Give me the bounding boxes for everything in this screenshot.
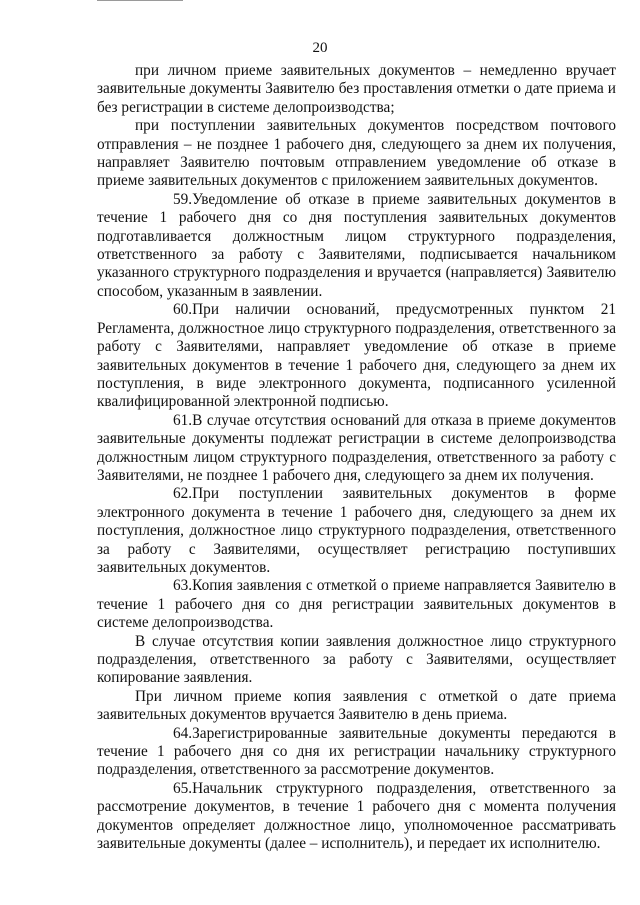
paragraph xyxy=(97,117,616,191)
paragraph-number: 65. xyxy=(173,779,193,797)
paragraph xyxy=(97,191,616,301)
paragraph xyxy=(97,633,616,688)
paragraph-number: 63. xyxy=(173,577,193,595)
paragraph xyxy=(97,725,616,780)
paragraph-text: В случае отсутствия копии заявления должностное лицо структурного подразделения, ответственного за работу с Заявителями, осуществляет копирование заявления. xyxy=(97,632,616,687)
paragraph xyxy=(97,62,616,117)
paragraph-number: 59. xyxy=(173,190,193,208)
paragraph-text: Начальник структурного подразделения, ответственного за рассмотрение документов, в течение 1 рабочего дня с момента получения документов определяет должностное лицо, уполномоченное рассматривать заявительные документы (далее – исполнитель), и передает их исполнителю. xyxy=(97,779,616,853)
paragraph-number: 62. xyxy=(173,485,193,503)
paragraph-text: при поступлении заявительных документов посредством почтового отправления – не позднее 1 рабочего дня, следующего за днем их получения, направляет Заявителю почтовым отправлением уведомление об отказе в приеме заявительных документов с приложением заявительных документов. xyxy=(97,117,616,190)
document-body xyxy=(97,62,616,853)
paragraph xyxy=(97,301,616,411)
paragraph-text: При наличии оснований, предусмотренных пунктом 21 Регламента, должностное лицо структурного подразделения, ответственного за работу с Заявителями, направляет уведомление об отказе в приеме заявительных документов в течение 1 рабочего дня, следующего за днем их поступления, в виде электронного документа, подписанного усиленной квалифицированной электронной подписью. xyxy=(97,301,616,411)
paragraph-text: При личном приеме копия заявления с отметкой о дате приема заявительных документов вручается Заявителю в день приема. xyxy=(97,687,616,724)
paragraph-text: В случае отсутствия оснований для отказа в приеме документов заявительные документы подлежат регистрации в системе делопроизводства должностным лицом структурного подразделения, ответственного за работу с Заявителями, не позднее 1 рабочего дня, следующего за днем их получения. xyxy=(97,411,616,484)
top-edge-mark xyxy=(97,0,183,1)
paragraph xyxy=(97,688,616,725)
paragraph-text: Зарегистрированные заявительные документы передаются в течение 1 рабочего дня со дня их регистрации начальнику структурного подразделения, ответственного за рассмотрение документов. xyxy=(97,724,616,779)
paragraph-text: Уведомление об отказе в приеме заявительных документов в течение 1 рабочего дня со дня поступления заявительных документов подготавливается должностным лицом структурного подразделения, ответственного за работу с Заявителями, подписывается начальником указанного структурного подразделения и вручается (направляется) Заявителю способом, указанным в заявлении. xyxy=(97,190,616,300)
page-number: 20 xyxy=(312,40,328,56)
paragraph-text: При поступлении заявительных документов в форме электронного документа в течение 1 рабочего дня, следующего за днем их поступления, должностное лицо структурного подразделения, ответственного за работу с Заявителями, осуществляет регистрацию поступивших заявительных документов. xyxy=(97,485,616,576)
paragraph xyxy=(97,412,616,486)
paragraph-number: 60. xyxy=(173,301,193,319)
paragraph xyxy=(97,780,616,854)
paragraph xyxy=(97,485,616,577)
paragraph-text: Копия заявления с отметкой о приеме направляется Заявителю в течение 1 рабочего дня со дня регистрации заявительных документов в системе делопроизводства. xyxy=(97,577,616,632)
paragraph xyxy=(97,577,616,632)
paragraph-text: при личном приеме заявительных документов – немедленно вручает заявительные документы Заявителю без проставления отметки о дате приема и без регистрации в системе делопроизводства; xyxy=(97,62,616,116)
paragraph-number: 61. xyxy=(173,411,193,429)
paragraph-number: 64. xyxy=(173,724,193,742)
